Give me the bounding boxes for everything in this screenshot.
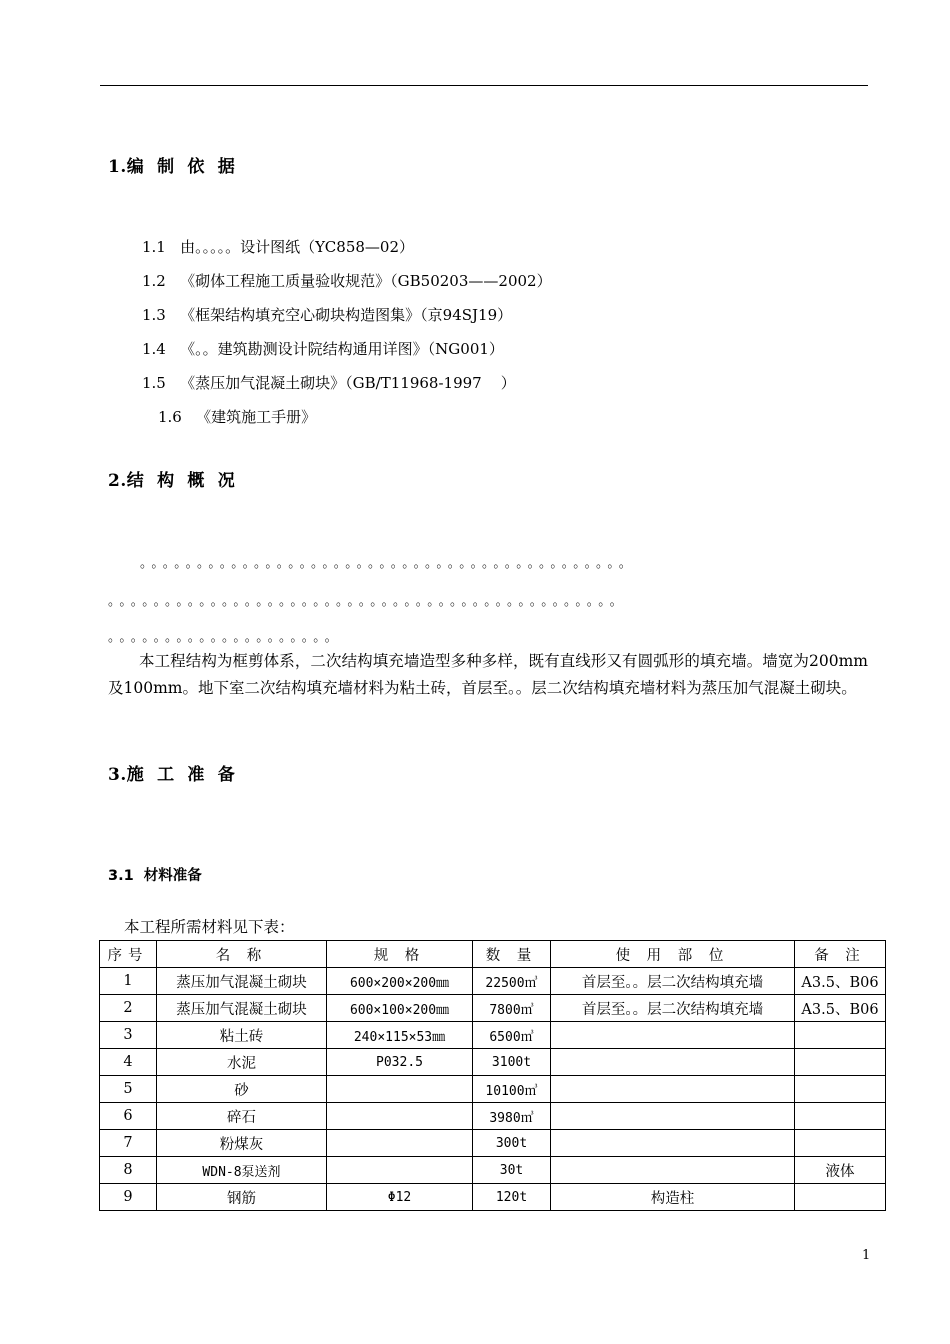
table-cell: Φ12	[327, 1184, 473, 1211]
table-cell: 3980㎥	[473, 1103, 551, 1130]
table-cell	[327, 1103, 473, 1130]
table-intro: 本工程所需材料见下表：	[124, 918, 295, 936]
table-cell: 蒸压加气混凝土砌块	[157, 968, 327, 995]
header-cell: 规 格	[327, 941, 473, 968]
table-cell: 600×100×200㎜	[327, 995, 473, 1022]
header-cell: 使 用 部 位	[551, 941, 795, 968]
table-cell: 钢筋	[157, 1184, 327, 1211]
reference-item: 1.3 《框架结构填充空心砌块构造图集》（京94SJ19）	[142, 306, 513, 324]
header-cell: 序号	[100, 941, 157, 968]
reference-item: 1.5 《蒸压加气混凝土砌块》（GB/T11968-1997 ）	[142, 374, 516, 392]
materials-table	[99, 940, 886, 1211]
table-row	[100, 1103, 886, 1130]
table-cell: 5	[100, 1076, 157, 1103]
table-cell: 2	[100, 995, 157, 1022]
page-number: 1	[862, 1248, 871, 1263]
header-cell: 名 称	[157, 941, 327, 968]
table-cell: 7	[100, 1130, 157, 1157]
table-cell: 240×115×53㎜	[327, 1022, 473, 1049]
placeholder-dots: 。。。。。。。。。。。。。。。。。。。。	[108, 630, 343, 645]
table-cell	[795, 1130, 886, 1157]
table-row	[100, 1157, 886, 1184]
table-cell: 首层至。。层二次结构填充墙	[551, 968, 795, 995]
table-cell	[795, 1184, 886, 1211]
table-cell	[795, 1103, 886, 1130]
table-cell: 3	[100, 1022, 157, 1049]
table-cell: 6500㎥	[473, 1022, 551, 1049]
table-cell	[551, 1130, 795, 1157]
table-row	[100, 1049, 886, 1076]
table-cell: P032.5	[327, 1049, 473, 1076]
table-cell	[327, 1130, 473, 1157]
table-cell: A3.5、B06	[795, 968, 886, 995]
table-row	[100, 995, 886, 1022]
table-cell: 粉煤灰	[157, 1130, 327, 1157]
table-cell: 7800㎥	[473, 995, 551, 1022]
table-cell: 8	[100, 1157, 157, 1184]
section-title-basis: 1.编 制 依 据	[108, 157, 236, 177]
table-cell: 液体	[795, 1157, 886, 1184]
table-cell: 9	[100, 1184, 157, 1211]
table-cell	[795, 1049, 886, 1076]
table-cell	[795, 1076, 886, 1103]
table-cell: 30t	[473, 1157, 551, 1184]
table-cell	[795, 1022, 886, 1049]
subsection-title-materials: 3.1 材料准备	[108, 868, 202, 884]
table-cell: 粘土砖	[157, 1022, 327, 1049]
table-cell	[551, 1103, 795, 1130]
table-cell: 3100t	[473, 1049, 551, 1076]
section-title-overview: 2.结 构 概 况	[108, 471, 236, 491]
table-row	[100, 1076, 886, 1103]
table-row	[100, 1130, 886, 1157]
table-cell	[551, 1076, 795, 1103]
table-cell	[327, 1157, 473, 1184]
placeholder-dots: 。。。。。。。。。。。。。。。。。。。。。。。。。。。。。。。。。。。。。。。。。。。。。	[108, 594, 628, 609]
table-cell: 构造柱	[551, 1184, 795, 1211]
reference-item: 1.4 《。。建筑勘测设计院结构通用详图》（NG001）	[142, 340, 504, 358]
table-cell: 22500㎥	[473, 968, 551, 995]
reference-item: 1.1 由。。。。。设计图纸（YC858—02）	[142, 238, 415, 256]
table-row	[100, 1184, 886, 1211]
table-cell: 120t	[473, 1184, 551, 1211]
table-cell: 600×200×200㎜	[327, 968, 473, 995]
reference-item: 1.6 《建筑施工手册》	[158, 408, 317, 426]
table-row	[100, 968, 886, 995]
table-cell	[551, 1157, 795, 1184]
table-cell	[551, 1022, 795, 1049]
table-cell: 1	[100, 968, 157, 995]
table-cell: 300t	[473, 1130, 551, 1157]
placeholder-dots: 。。。。。。。。。。。。。。。。。。。。。。。。。。。。。。。。。。。。。。。。。。。	[140, 556, 637, 571]
header-rule	[100, 85, 868, 86]
table-cell: 首层至。。层二次结构填充墙	[551, 995, 795, 1022]
table-row	[100, 1022, 886, 1049]
table-header-row	[100, 941, 886, 968]
table-cell	[551, 1049, 795, 1076]
overview-paragraph: 本工程结构为框剪体系，二次结构填充墙造型多种多样，既有直线形又有圆弧形的填充墙。墙宽为200mm及100mm。地下室二次结构填充墙材料为粘土砖，首层至。。层二次结构填充墙材料为蒸压加气混凝土砌块。	[108, 652, 868, 697]
table-cell: 碎石	[157, 1103, 327, 1130]
table-cell: 6	[100, 1103, 157, 1130]
table-cell: 蒸压加气混凝土砌块	[157, 995, 327, 1022]
header-cell: 数 量	[473, 941, 551, 968]
header-cell: 备 注	[795, 941, 886, 968]
table-cell: WDN-8泵送剂	[157, 1157, 327, 1184]
section-title-preparation: 3.施 工 准 备	[108, 765, 236, 785]
table-cell: 砂	[157, 1076, 327, 1103]
reference-item: 1.2 《砌体工程施工质量验收规范》（GB50203——2002）	[142, 272, 552, 290]
table-cell: 10100㎥	[473, 1076, 551, 1103]
table-cell: 4	[100, 1049, 157, 1076]
table-cell: 水泥	[157, 1049, 327, 1076]
table-cell: A3.5、B06	[795, 995, 886, 1022]
table-cell	[327, 1076, 473, 1103]
